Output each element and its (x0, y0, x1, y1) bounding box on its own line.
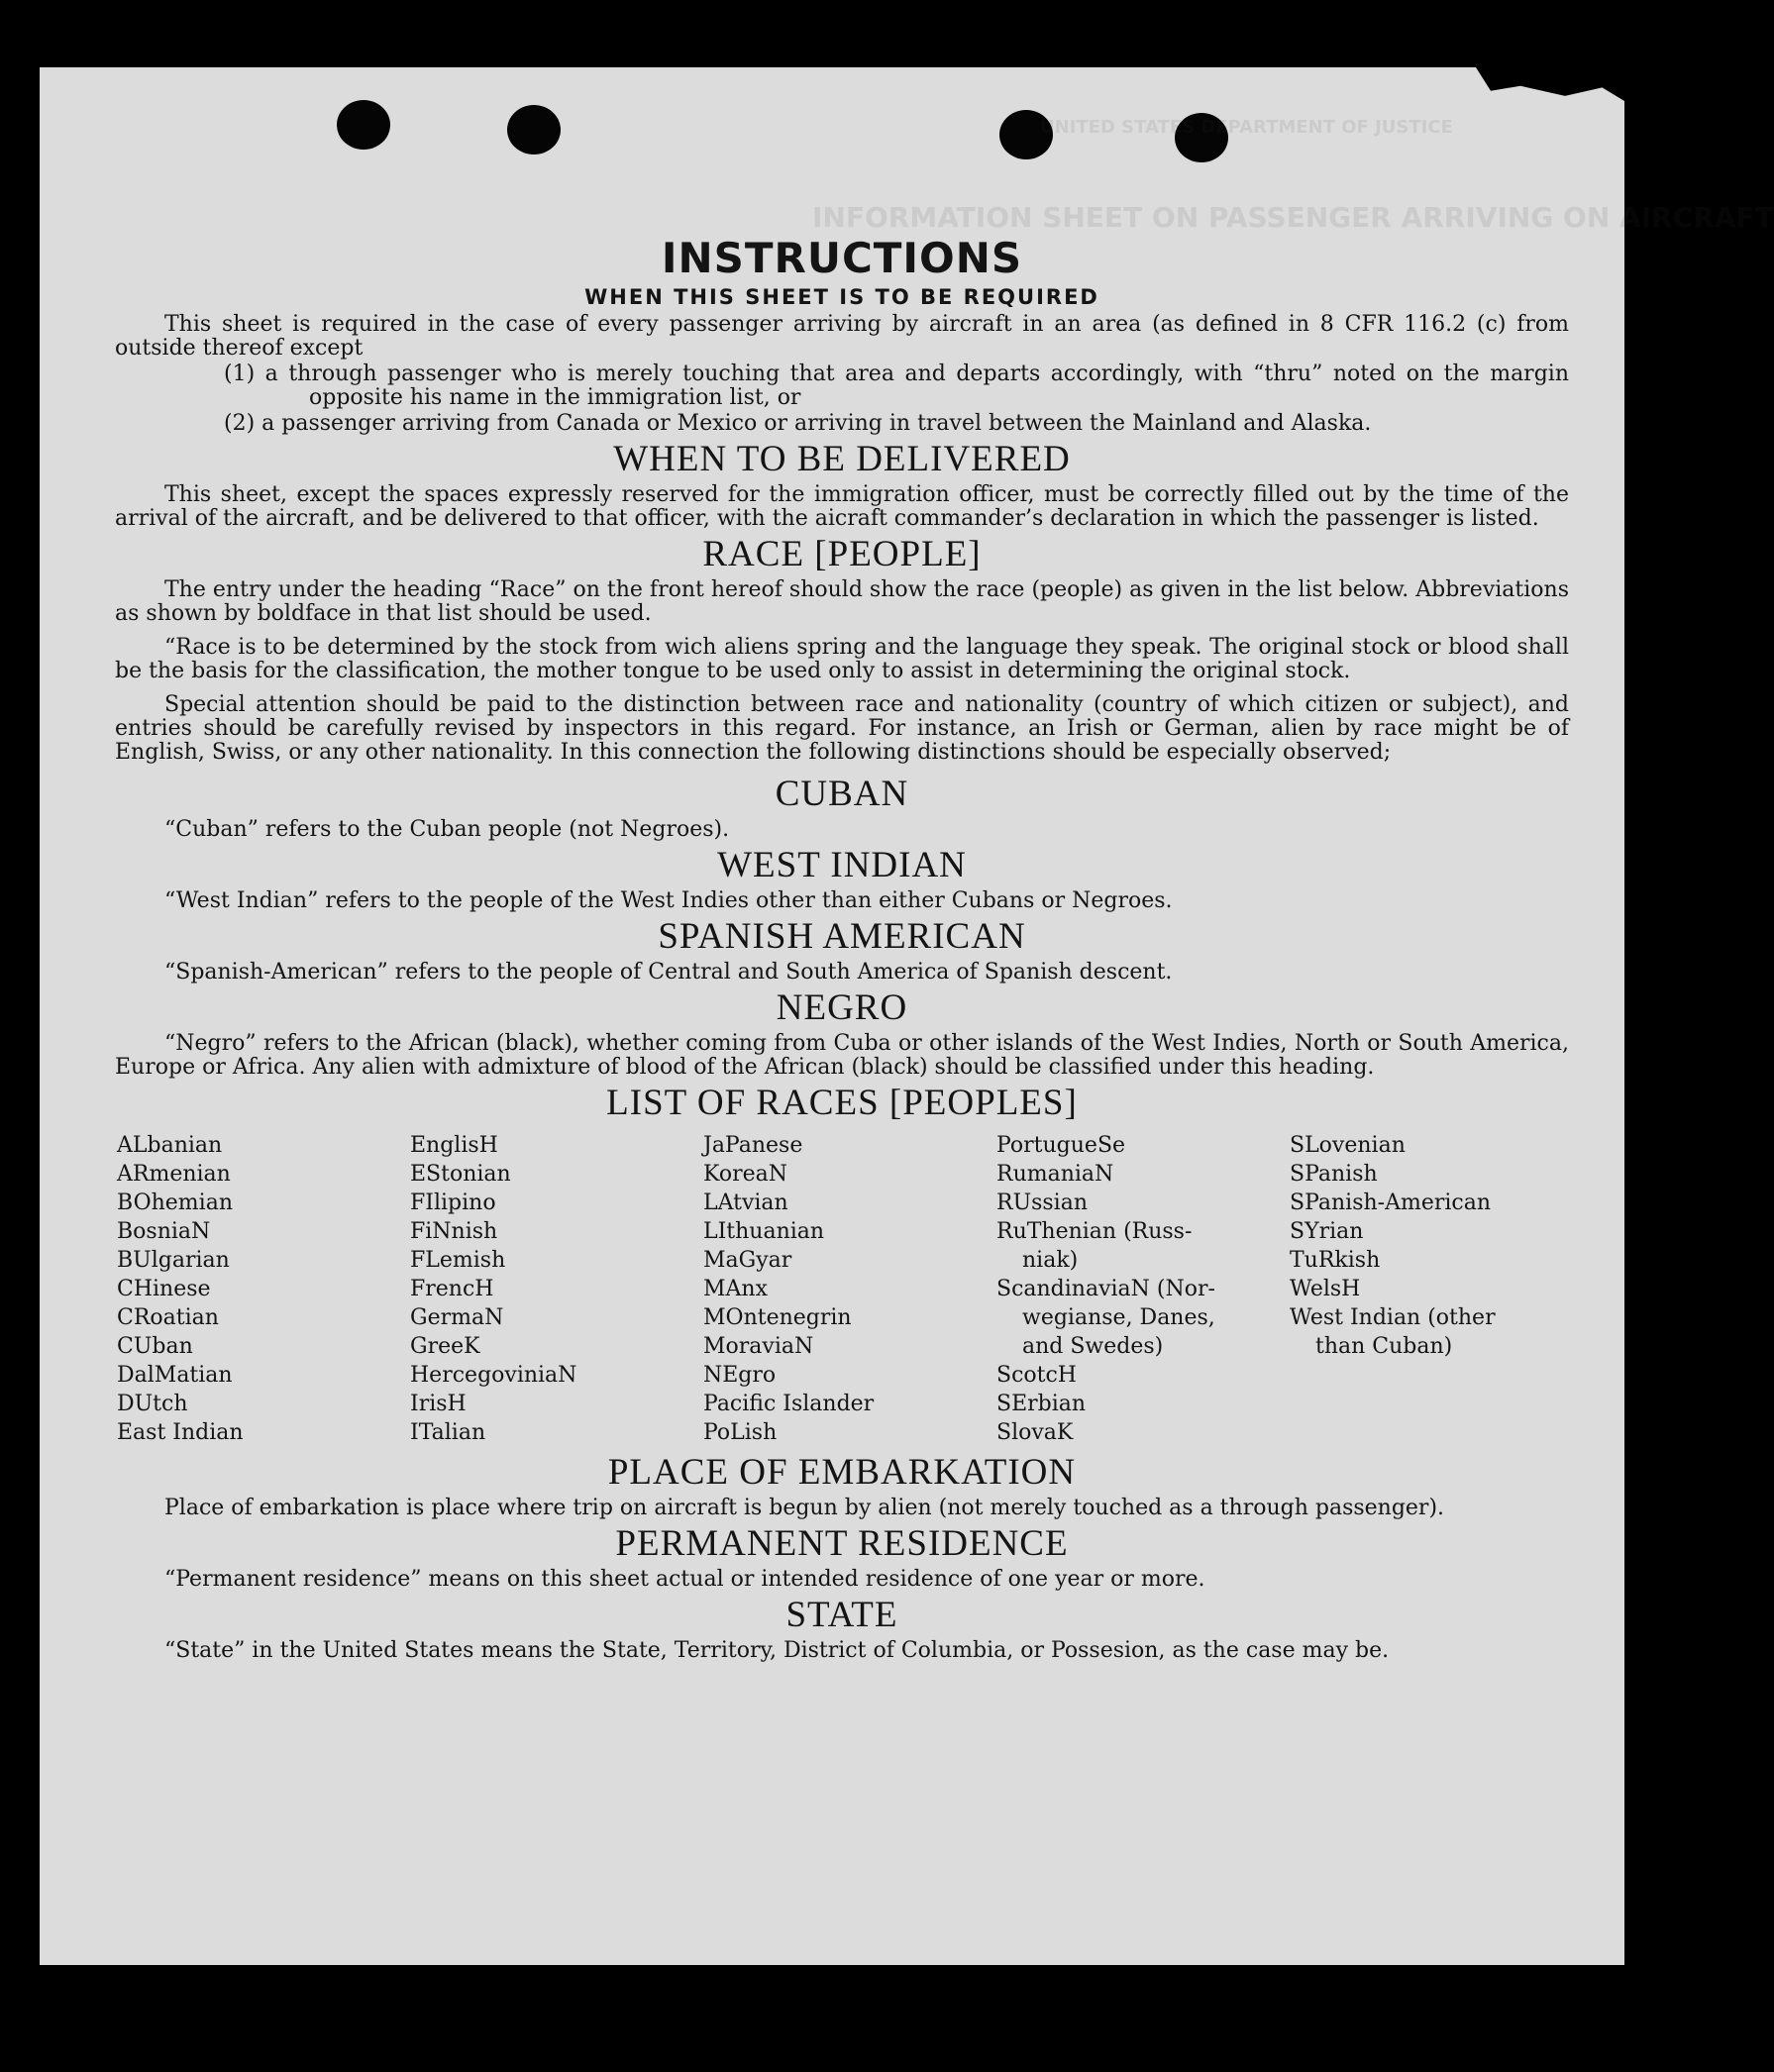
race-entry: GreeK (410, 1334, 480, 1359)
negro-paragraph: “Negro” refers to the African (black), whether coming from Cuba or other islands of the West Indies, North or South America, Europe or Africa. Any alien with admixture of blood of the African (black) should be classified under this heading. (115, 1031, 1569, 1080)
exception-item: (2) a passenger arriving from Canada or Mexico or arriving in travel between the Mainland and Alaska. (224, 411, 1372, 436)
section-heading-race: RACE [PEOPLE] (702, 534, 982, 574)
race-entry: ScotcH (996, 1363, 1077, 1388)
section-heading-delivered: WHEN TO BE DELIVERED (613, 439, 1071, 479)
race-entry: niak) (1022, 1248, 1079, 1273)
race-entry: SPanish-American (1290, 1191, 1492, 1215)
race-entry: EnglisH (410, 1133, 498, 1158)
race-entry: EStonian (410, 1162, 511, 1187)
race-entry: KoreaN (703, 1162, 787, 1187)
race-entry: than Cuban) (1315, 1334, 1453, 1359)
race-entry: CUban (117, 1334, 193, 1359)
torn-corner (1476, 67, 1624, 101)
race-entry: RUssian (996, 1191, 1089, 1215)
race-entry: FiNnish (410, 1219, 498, 1244)
race-column (117, 1131, 410, 1447)
section-heading-cuban: CUBAN (775, 774, 909, 814)
race-entry: DUtch (117, 1392, 188, 1416)
race-entry: LIthuanian (703, 1219, 825, 1244)
punch-hole (337, 100, 390, 150)
west-indian-paragraph: “West Indian” refers to the people of the West Indies other than either Cubans or Negroes. (164, 888, 1173, 913)
race-paragraph: The entry under the heading “Race” on the front hereof should show the race (people) as given in the list below. Abbreviations as shown by boldface in that list should be used. (115, 577, 1569, 626)
document-page (40, 67, 1774, 1965)
instructions-body (115, 174, 1569, 1673)
race-entry: and Swedes) (1022, 1334, 1164, 1359)
race-entry: BOhemian (117, 1191, 233, 1215)
race-entry: ITalian (410, 1420, 486, 1445)
race-entry: GermaN (410, 1305, 504, 1330)
embarkation-paragraph: Place of embarkation is place where trip on aircraft is begun by alien (not merely touched as a through passenger). (164, 1496, 1445, 1520)
bleed-through-form-title: INFORMATION SHEET ON PASSENGER ARRIVING ON AIRCRAFT (812, 201, 1774, 234)
race-entry: IrisH (410, 1392, 467, 1416)
race-entry: PortugueSe (996, 1133, 1126, 1158)
race-column (703, 1131, 996, 1447)
section-heading-list: LIST OF RACES [PEOPLES] (606, 1083, 1078, 1123)
race-entry: PoLish (703, 1420, 778, 1445)
section-heading-negro: NEGRO (776, 987, 908, 1028)
race-entry: RumaniaN (996, 1162, 1114, 1187)
race-entry: ARmenian (117, 1162, 231, 1187)
exception-item: (1) a through passenger who is merely touching that area and departs accordingly, with “thru” noted on the margin opposite his name in the immigration list, or (224, 362, 1569, 410)
residence-paragraph: “Permanent residence” means on this sheet actual or intended residence of one year or more. (164, 1567, 1205, 1592)
race-entry: BosniaN (117, 1219, 211, 1244)
race-entry: SlovaK (996, 1420, 1074, 1445)
section-heading-spanish-american: SPANISH AMERICAN (658, 916, 1026, 957)
race-paragraph: “Race is to be determined by the stock from wich aliens spring and the language they speak. The original stock or blood shall be the basis for the classification, the mother tongue to be used only to assist in determining the original stock. (115, 635, 1569, 683)
race-entry: CRoatian (117, 1305, 219, 1330)
race-entry: East Indian (117, 1420, 244, 1445)
race-entry: NEgro (703, 1363, 777, 1388)
punch-hole (507, 105, 561, 155)
race-entry: HercegoviniaN (410, 1363, 577, 1388)
race-entry: wegianse, Danes, (1022, 1305, 1215, 1330)
race-entry: FLemish (410, 1248, 506, 1273)
bleed-through-header: UNITED STATES DEPARTMENT OF JUSTICE (1040, 117, 1453, 138)
race-entry: CHinese (117, 1277, 211, 1301)
race-entry: MAnx (703, 1277, 768, 1301)
section-heading-residence: PERMANENT RESIDENCE (615, 1523, 1069, 1564)
race-entry: BUlgarian (117, 1248, 230, 1273)
race-entry: FrencH (410, 1277, 494, 1301)
race-column (1290, 1131, 1567, 1447)
race-entry: MOntenegrin (703, 1305, 852, 1330)
required-paragraph: This sheet is required in the case of every passenger arriving by aircraft in an area (as defined in 8 CFR 116.2 (c) from outside thereof except (115, 312, 1569, 361)
race-entry: MaGyar (703, 1248, 792, 1273)
page-title: INSTRUCTIONS (661, 234, 1023, 282)
race-entry: DalMatian (117, 1363, 233, 1388)
cuban-paragraph: “Cuban” refers to the Cuban people (not Negroes). (164, 817, 730, 842)
race-entry: ScandinaviaN (Nor- (996, 1277, 1215, 1301)
race-list (117, 1131, 1569, 1447)
race-paragraph: Special attention should be paid to the distinction between race and nationality (country of which citizen or subject), and entries should be carefully revised by inspectors in this regard. For instance, an Irish or German, alien by race might be of English, Swiss, or any other nationality. In this connection the following distinctions should be especially observed; (115, 692, 1569, 765)
state-paragraph: “State” in the United States means the State, Territory, District of Columbia, or Possesion, as the case may be. (164, 1638, 1390, 1663)
race-entry: SErbian (996, 1392, 1087, 1416)
race-entry: RuThenian (Russ- (996, 1219, 1193, 1244)
spanish-american-paragraph: “Spanish-American” refers to the people of Central and South America of Spanish descent. (164, 960, 1173, 984)
race-entry: Pacific Islander (703, 1392, 875, 1416)
page-subtitle: WHEN THIS SHEET IS TO BE REQUIRED (584, 285, 1099, 309)
race-column (996, 1131, 1290, 1447)
race-entry: ALbanian (117, 1133, 223, 1158)
race-entry: SYrian (1290, 1219, 1364, 1244)
race-entry: TuRkish (1290, 1248, 1381, 1273)
race-entry: West Indian (other (1290, 1305, 1496, 1330)
race-entry: LAtvian (703, 1191, 788, 1215)
race-entry: FIlipino (410, 1191, 496, 1215)
section-heading-west-indian: WEST INDIAN (717, 845, 967, 885)
race-entry: SPanish (1290, 1162, 1378, 1187)
section-heading-embarkation: PLACE OF EMBARKATION (607, 1452, 1077, 1493)
race-column (410, 1131, 703, 1447)
race-entry: SLovenian (1290, 1133, 1406, 1158)
race-entry: JaPanese (703, 1133, 803, 1158)
race-entry: WelsH (1290, 1277, 1361, 1301)
race-entry: MoraviaN (703, 1334, 814, 1359)
section-heading-state: STATE (785, 1595, 898, 1635)
delivered-paragraph: This sheet, except the spaces expressly reserved for the immigration officer, must be correctly filled out by the time of the arrival of the aircraft, and be delivered to that officer, with the aicraft commander’s declaration in which the passenger is listed. (115, 482, 1569, 531)
